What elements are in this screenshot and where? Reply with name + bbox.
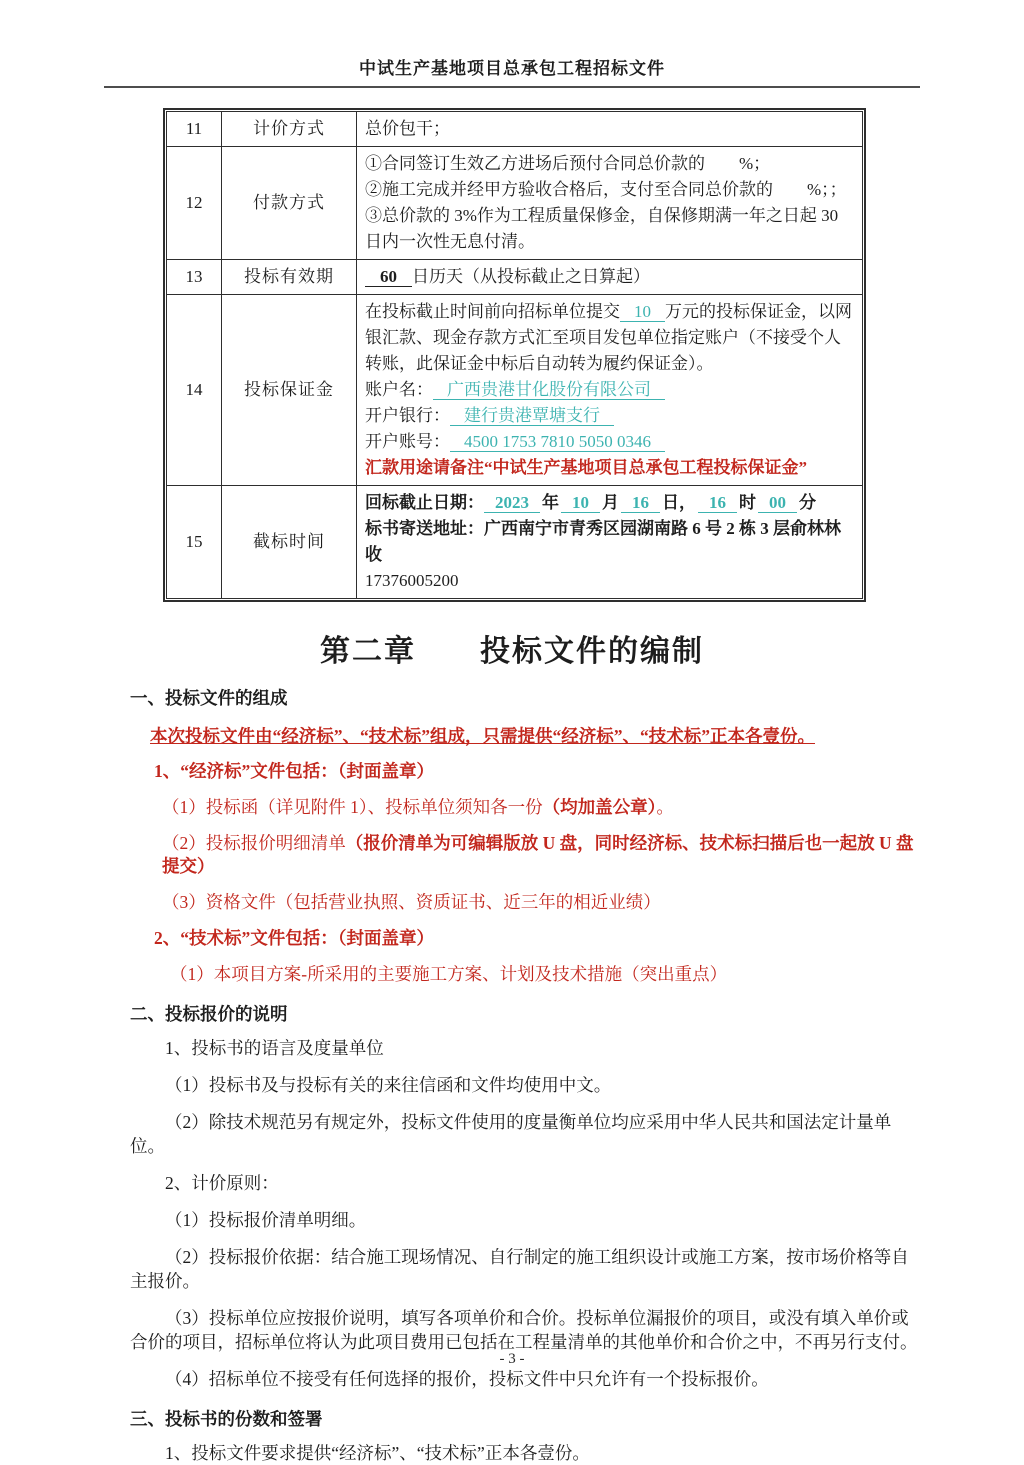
econ-item1-period: 。 [656,797,674,817]
pricing-item-6: （2）投标报价依据：结合施工现场情况、自行制定的施工组织设计或施工方案，按市场价格等自主报价。 [130,1247,909,1291]
section-heading-3: 三、投标书的份数和签署 [130,1409,323,1429]
pricing-item-1: 1、投标书的语言及度量单位 [165,1038,384,1058]
row-number: 15 [167,486,222,599]
row-label: 投标保证金 [222,295,357,486]
payment-term-3: ③总价款的 3%作为工程质量保修金，自保修期满一年之日起 30 日内一次性无息付清。 [365,206,839,251]
account-number-line [365,429,854,455]
econ-item1-text: （1）投标函（详见附件 1）、投标单位须知各一份 [162,797,543,817]
economic-bid-item-2 [162,832,920,878]
row-number: 13 [167,260,222,295]
row-label: 付款方式 [222,147,357,260]
bank-value: 建行贵港覃塘支行 [450,406,614,426]
remit-remark: 汇款用途请备注“中试生产基地项目总承包工程投标保证金” [365,458,807,477]
deposit-text-after: 万元的投标保证金，以网银汇款、现金存款方式汇至项目发包单位指定账户（不接受个人转账，此保证金中标后自动转为履约保证金）。 [365,302,852,373]
deposit-paragraph [365,299,854,377]
row-number: 11 [167,112,222,147]
deposit-text-before: 在投标截止时间前向招标单位提交 [365,302,620,321]
row-number: 14 [167,295,222,486]
validity-days-blank: 60 [365,267,412,287]
row-content [357,147,863,260]
bank-line [365,403,854,429]
pricing-item-5: （1）投标报价清单明细。 [165,1210,367,1230]
row-content [357,486,863,599]
row-content: 总价包干； [357,112,863,147]
payment-term-2: ②施工完成并经甲方验收合格后，支付至合同总价款的 %；； [365,180,847,199]
section-heading-1: 一、投标文件的组成 [130,688,288,708]
page-number: - 3 - [499,1351,525,1367]
table-row-12 [167,147,863,260]
mailing-address-line: 标书寄送地址：广西南宁市青秀区园湖南路 6 号 2 栋 3 层俞林林收 [365,519,841,564]
economic-bid-title: 1、“经济标”文件包括：（封面盖章） [154,761,434,781]
pricing-item-2: （1）投标书及与投标有关的来往信函和文件均使用中文。 [165,1075,612,1095]
account-name-line [365,377,854,403]
account-name-label: 账户名： [365,380,433,399]
chapter-title: 第二章 投标文件的编制 [320,635,704,668]
conditions-table-border [163,108,866,602]
account-number-value: 4500 1753 7810 5050 0346 [450,432,665,452]
econ-item1-bold: （均加盖公章） [542,797,657,817]
document-body [104,686,920,1465]
table-row-14 [167,295,863,486]
account-number-label: 开户账号： [365,432,450,451]
conditions-table [166,111,863,599]
contact-phone: 17376005200 [365,571,459,590]
year-unit: 年 [542,493,559,512]
hour-unit: 时 [739,493,756,512]
account-name-value: 广西贵港甘化股份有限公司 [433,380,665,400]
technical-bid-title: 2、“技术标”文件包括：（封面盖章） [154,928,434,948]
copies-item-1: 1、投标文件要求提供“经济标”、“技术标”正本各壹份。 [165,1443,590,1463]
pricing-item-3: （2）除技术规范另有规定外，投标文件使用的度量衡单位均应采用中华人民共和国法定计量单位。 [130,1112,892,1156]
document-header-title: 中试生产基地项目总承包工程招标文件 [104,54,920,88]
bank-label: 开户银行： [365,406,450,425]
economic-bid-item-3: （3）资格文件（包括营业执照、资质证书、近三年的相近业绩） [162,892,661,912]
deadline-year: 2023 [484,493,540,513]
deadline-day: 16 [621,493,660,513]
econ-item2-bold: （报价清单为可编辑版放 U 盘，同时经济标、技术标扫描后也一起放 U 盘提交） [162,833,914,876]
month-unit: 月 [602,493,619,512]
row-content [357,295,863,486]
validity-suffix: 日历天（从投标截止之日算起） [412,267,650,286]
row-number: 12 [167,147,222,260]
table-row-15 [167,486,863,599]
technical-bid-item-1: （1）本项目方案-所采用的主要施工方案、计划及技术措施（突出重点） [170,964,728,984]
payment-term-1: ①合同签订生效乙方进场后预付合同总价款的 %； [365,154,771,173]
table-row-13 [167,260,863,295]
row-label: 计价方式 [222,112,357,147]
pricing-item-4: 2、计价原则： [165,1173,279,1193]
row-label: 投标有效期 [222,260,357,295]
economic-bid-item-1 [162,796,920,819]
bid-composition-note: 本次投标文件由“经济标”、“技术标”组成，只需提供“经济标”、“技术标”正本各壹份。 [150,726,815,746]
deadline-label: 回标截止日期： [365,493,484,512]
deposit-amount-blank: 10 [620,302,665,322]
pricing-item-7: （3）投标单位应按报价说明，填写各项单价和合价。投标单位漏报价的项目，或没有填入单价或合价的项目，招标单位将认为此项目费用已包括在工程量清单的其他单价和合价之中，不再另行支付。 [130,1308,918,1352]
deadline-line [365,490,854,516]
pricing-item-8: （4）招标单位不接受有任何选择的报价，投标文件中只允许有一个投标报价。 [165,1369,769,1389]
econ-item2-text: （2）投标报价明细清单 [162,833,346,853]
table-row-11 [167,112,863,147]
section-heading-2: 二、投标报价的说明 [130,1004,288,1024]
row-label: 截标时间 [222,486,357,599]
deadline-hour: 16 [698,493,737,513]
deadline-minute: 00 [758,493,797,513]
minute-unit: 分 [799,493,816,512]
day-unit: 日， [662,493,696,512]
row-content [357,260,863,295]
deadline-month: 10 [561,493,600,513]
